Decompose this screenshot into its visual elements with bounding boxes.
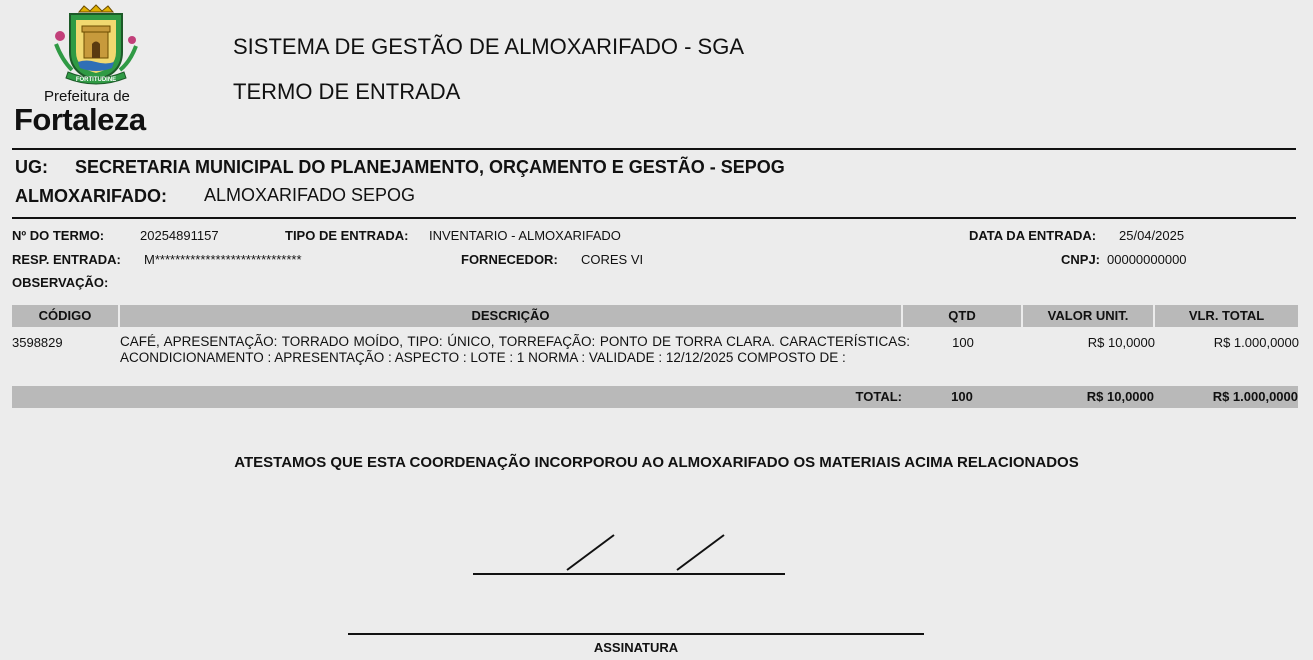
tipo-entrada-label: TIPO DE ENTRADA:: [285, 228, 409, 243]
resp-entrada-label: RESP. ENTRADA:: [12, 252, 121, 267]
signature-label: ASSINATURA: [593, 640, 679, 655]
document-title: TERMO DE ENTRADA: [233, 79, 461, 104]
fortaleza-coat-of-arms-icon: [46, 4, 146, 88]
col-codigo: CÓDIGO: [12, 305, 120, 327]
observacao-label: OBSERVAÇÃO:: [12, 275, 109, 290]
items-table-header: [12, 305, 1298, 327]
col-descricao: DESCRIÇÃO: [120, 305, 903, 327]
almoxarifado-label: ALMOXARIFADO:: [15, 186, 167, 206]
row-vlr-total: R$ 1.000,0000: [1213, 335, 1299, 350]
total-vlr-total: R$ 1.000,0000: [1212, 389, 1298, 404]
system-title: SISTEMA DE GESTÃO DE ALMOXARIFADO - SGA: [233, 34, 745, 59]
row-valor-unit: R$ 10,0000: [1087, 335, 1155, 350]
ug-label: UG:: [15, 157, 48, 177]
ug-value: SECRETARIA MUNICIPAL DO PLANEJAMENTO, ORÇAMENTO E GESTÃO - SEPOG: [75, 157, 785, 177]
tipo-entrada-value: INVENTARIO - ALMOXARIFADO: [429, 228, 621, 243]
termo-label: Nº DO TERMO:: [12, 228, 105, 243]
svg-text:FORTITUDINE: FORTITUDINE: [75, 77, 117, 83]
logo-line1: Prefeitura de: [44, 88, 130, 105]
cnpj-label: CNPJ:: [1061, 252, 1101, 267]
prefeitura-logo: [12, 4, 180, 137]
col-vlr-total: VLR. TOTAL: [1188, 308, 1265, 323]
fornecedor-label: FORNECEDOR:: [461, 252, 558, 267]
data-entrada-label: DATA DA ENTRADA:: [969, 228, 1097, 243]
total-qtd: 100: [951, 389, 973, 404]
logo-line2: Fortaleza: [14, 102, 146, 137]
row-qtd: 100: [952, 335, 974, 350]
data-entrada-value: 25/04/2025: [1119, 228, 1185, 243]
items-table-total: [12, 386, 1298, 408]
signature-line: [348, 633, 924, 635]
row-descricao: CAFÉ, APRESENTAÇÃO: TORRADO MOÍDO, TIPO: ÚNICO, TORREFAÇÃO: PONTO DE TORRA CLARA. CARACTERÍSTICAS: ACONDICIONAMENTO : APRESENTAÇÃO : ASPECTO : LOTE : 1 NORMA : VALIDADE : 12/12/2025 COMPOSTO DE :: [120, 334, 910, 365]
divider-top: [12, 148, 1296, 150]
row-codigo: 3598829: [12, 335, 63, 350]
resp-entrada-value: M*****************************: [144, 252, 302, 267]
total-valor-unit: R$ 10,0000: [1086, 389, 1154, 404]
total-label: TOTAL:: [855, 389, 902, 404]
cnpj-value: 00000000000: [1107, 252, 1187, 267]
fornecedor-value: CORES VI: [581, 252, 644, 267]
divider-middle: [12, 217, 1296, 219]
date-blank-slashes-icon: [470, 530, 790, 580]
col-qtd: QTD: [903, 305, 1023, 327]
col-valor-unit: VALOR UNIT.: [1023, 305, 1155, 327]
termo-value: 20254891157: [140, 228, 219, 243]
almoxarifado-value: ALMOXARIFADO SEPOG: [204, 185, 416, 205]
attestation-text: ATESTAMOS QUE ESTA COORDENAÇÃO INCORPOROU AO ALMOXARIFADO OS MATERIAIS ACIMA RELACIONADOS: [234, 454, 1079, 471]
